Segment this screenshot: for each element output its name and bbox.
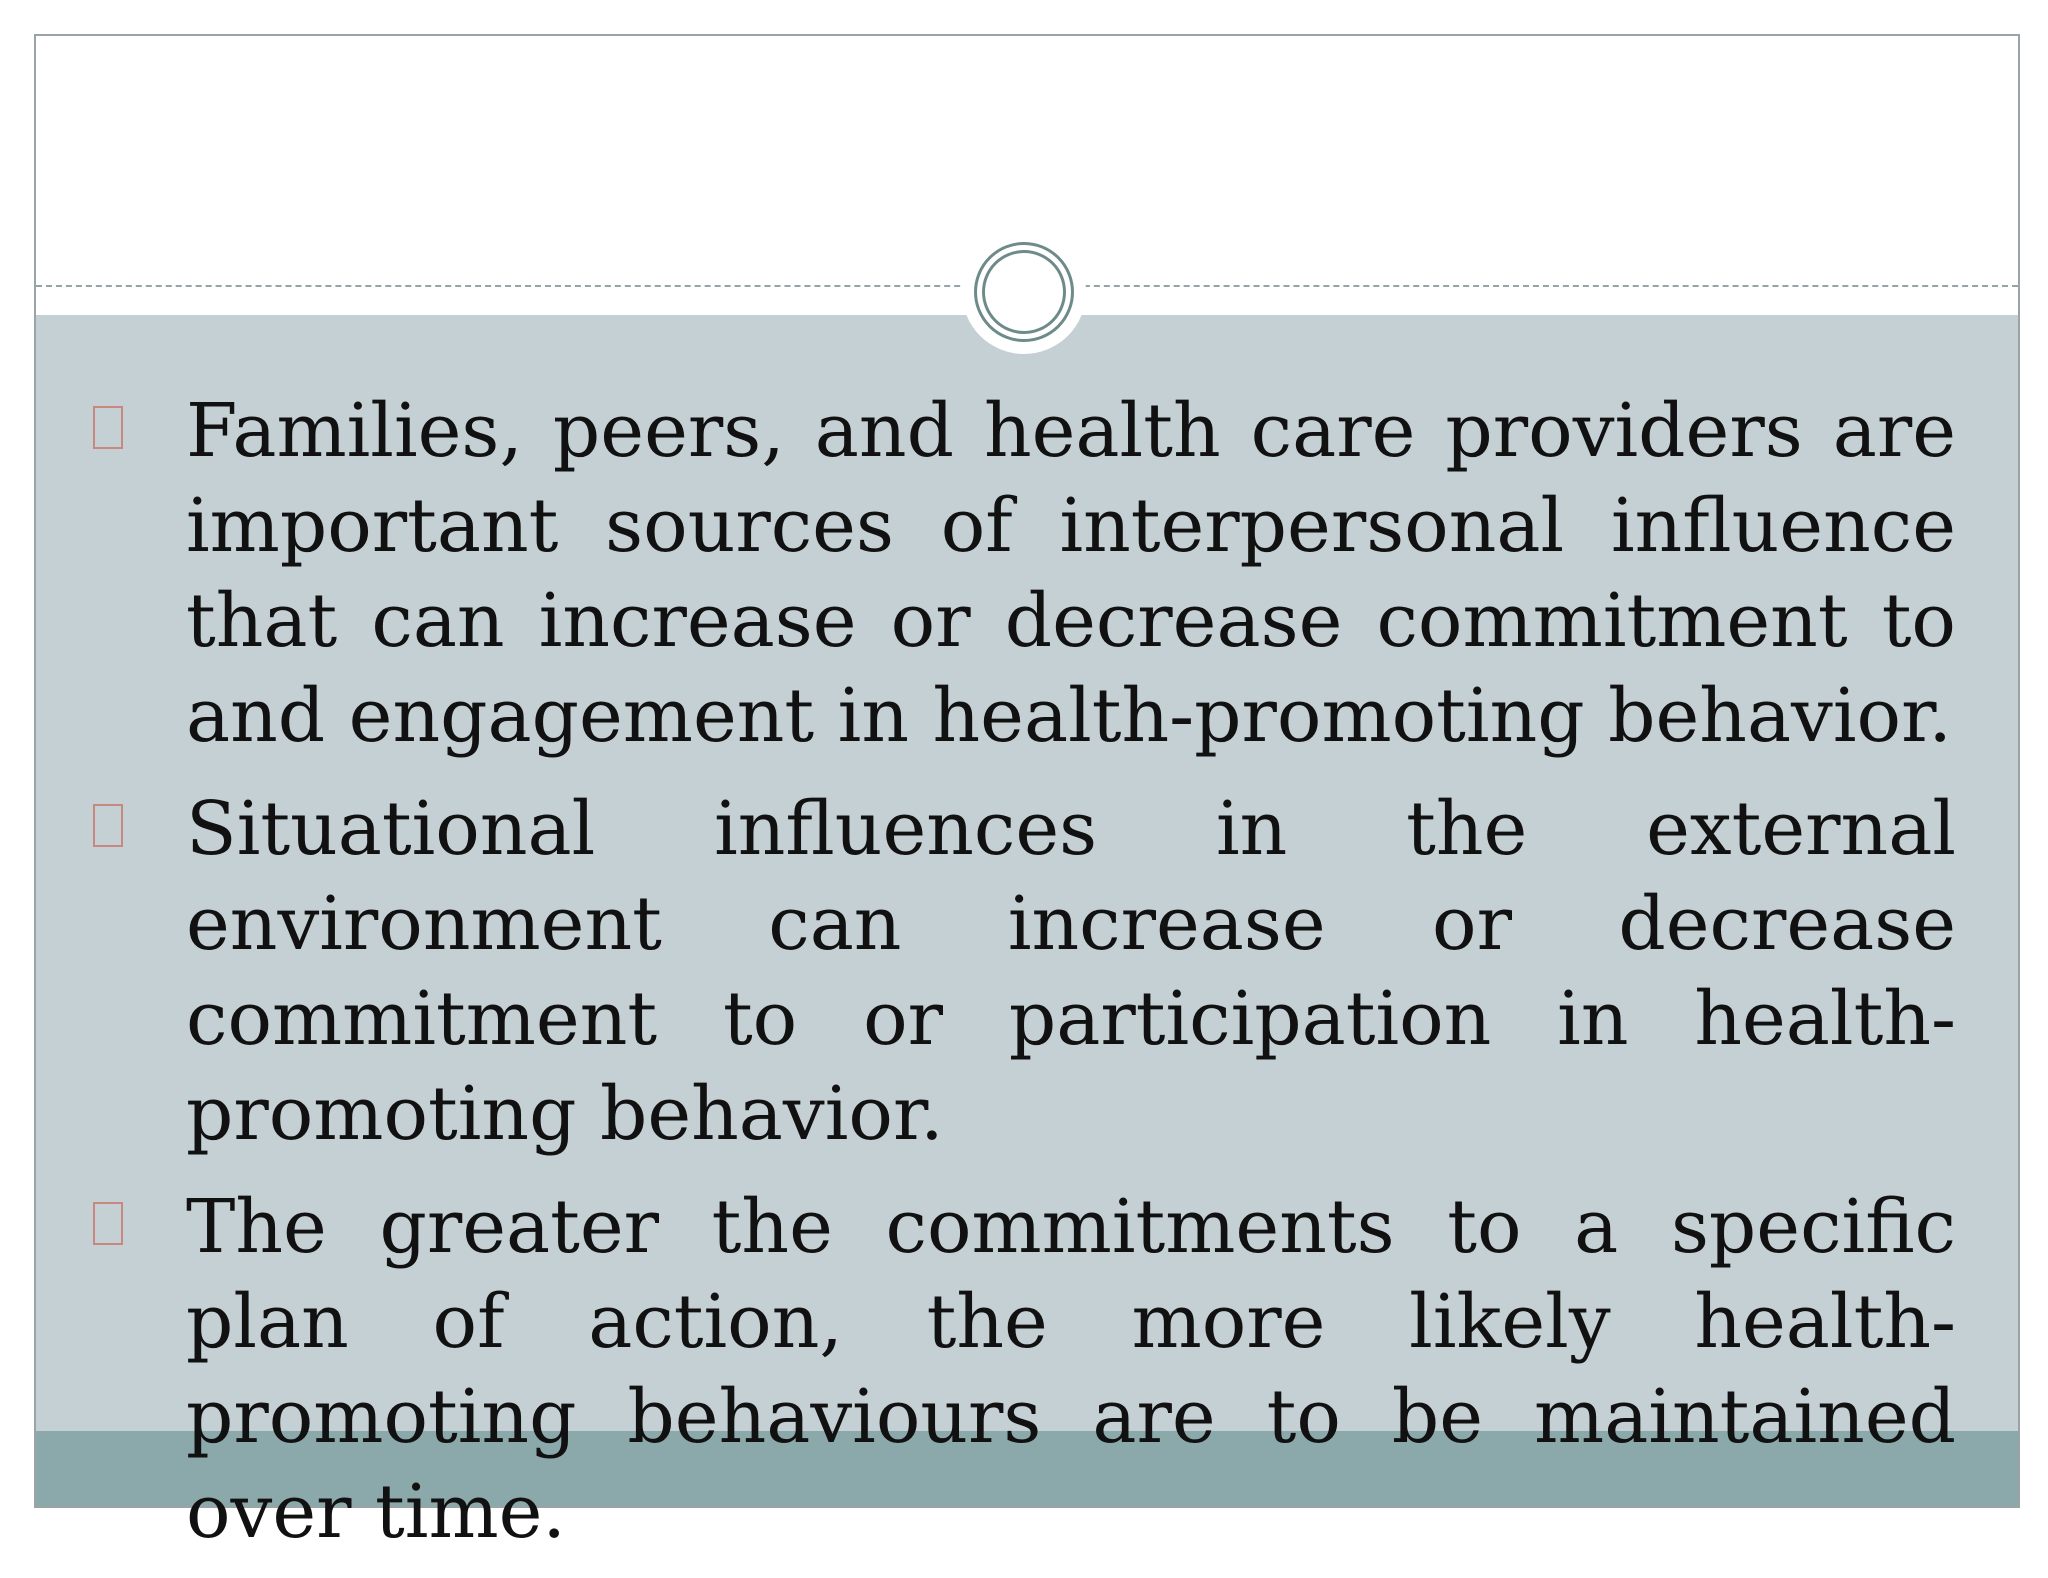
- bullet-item-2: [93, 782, 1956, 1162]
- square-bullet-icon: [93, 406, 123, 449]
- inner-ring: [982, 250, 1066, 334]
- outer-ring: [974, 242, 1074, 342]
- slide: [34, 34, 2020, 1555]
- square-bullet-icon: [93, 1202, 123, 1245]
- bullet-list: [93, 384, 1956, 1578]
- bullet-text-1: Families, peers, and health care providers are important sources of interpersonal influence that can increase or decrease commitment to and engagement in health-promoting behavior.: [186, 388, 1956, 759]
- square-bullet-icon: [93, 804, 123, 847]
- circle-ornament-icon: [962, 230, 1086, 354]
- bullet-text-3: The greater the commitments to a specific plan of action, the more likely health-promoting behaviours are to be maintained over time.: [186, 1184, 1956, 1555]
- bullet-item-1: [93, 384, 1956, 764]
- bullet-text-2: Situational influences in the external environment can increase or decrease commitment to or participation in health-promoting behavior.: [186, 786, 1956, 1157]
- bullet-item-3: [93, 1180, 1956, 1560]
